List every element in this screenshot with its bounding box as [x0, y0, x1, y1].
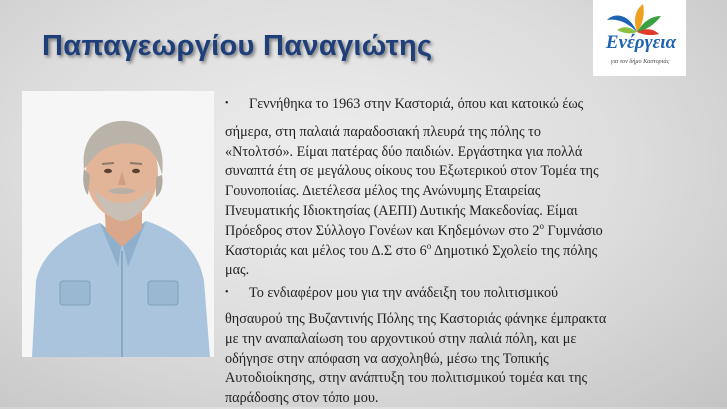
- text-line: θησαυρού της Βυζαντινής Πόλης της Καστοριάς φάνηκε έμπρακτα: [225, 310, 607, 327]
- bullet-paragraph-2: [225, 283, 680, 409]
- bullet-2-first-line: Το ενδιαφέρον μου για την ανάδειξη του πολιτισμικού: [249, 285, 559, 302]
- superscript: ο: [426, 240, 432, 251]
- text-line: Πνευματικής Ιδιοκτησίας (ΑΕΠΙ) Δυτικής Μακεδονίας. Είμαι: [225, 202, 578, 219]
- text-line: Αυτοδιοίκησης, στην ανάπτυξη του πολιτισμικού τομέα και της: [225, 370, 588, 387]
- logo-wordmark: Ενέργεια: [605, 32, 677, 53]
- text-line: Γουνοποιίας. Διετέλεσα μέλος της Ανώνυμης Εταιρείας: [225, 183, 541, 200]
- bullet-icon: •: [225, 287, 229, 299]
- text-line: μας.: [225, 262, 250, 279]
- text-line: «Ντολτσό». Είμαι πατέρας δύο παιδιών. Εργάστηκα για πολλά: [225, 143, 583, 160]
- text-line: σήμερα, στη παλαιά παραδοσιακή πλευρά της πόλης το: [225, 123, 541, 140]
- text-line-with-superscript: [225, 242, 680, 262]
- text-line: Καστοριάς και μέλος του Δ.Σ στο 6: [225, 242, 427, 259]
- bullet-first-line: [225, 94, 680, 115]
- superscript: ο: [539, 220, 544, 231]
- portrait-photo: [22, 91, 214, 357]
- text-line: παράδοσης στον τόπο μου.: [225, 390, 379, 407]
- bullet-1-first-line: Γεννήθηκα το 1963 στην Καστοριά, όπου και κατοικώ έως: [249, 96, 584, 112]
- flower-logo-icon: [599, 2, 679, 36]
- portrait-image: [22, 91, 214, 357]
- logo-tagline: για τον δήμο Καστοριάς: [610, 58, 670, 65]
- biography-text: [225, 94, 680, 409]
- text-fragment: Γυμνάσιο: [543, 222, 603, 239]
- text-line: με την αναπαλαίωση του αρχοντικού στην παλιά πόλη, και με: [225, 330, 577, 347]
- text-fragment: Δημοτικό Σχολείο της πόλης: [431, 242, 598, 259]
- text-line: Πρόεδρος στον Σύλλογο Γονέων και Κηδεμόνων στο 2: [225, 222, 540, 239]
- energeia-logo: [593, 0, 686, 76]
- text-line: οδήγησε στην απόφαση να ασχοληθώ, μέσω της Τοπικής: [225, 350, 549, 367]
- text-line-with-superscript: [225, 222, 680, 242]
- slide-title: Παπαγεωργίου Παναγιώτης: [42, 30, 433, 62]
- bullet-paragraph-1: [225, 94, 680, 281]
- bullet-icon: •: [225, 98, 229, 109]
- text-line: συναπτά έτη σε μεγάλους οίκους του Εξωτερικού στον Τομέα της: [225, 163, 599, 180]
- bullet-first-line: [225, 283, 680, 304]
- spacer: [225, 115, 680, 123]
